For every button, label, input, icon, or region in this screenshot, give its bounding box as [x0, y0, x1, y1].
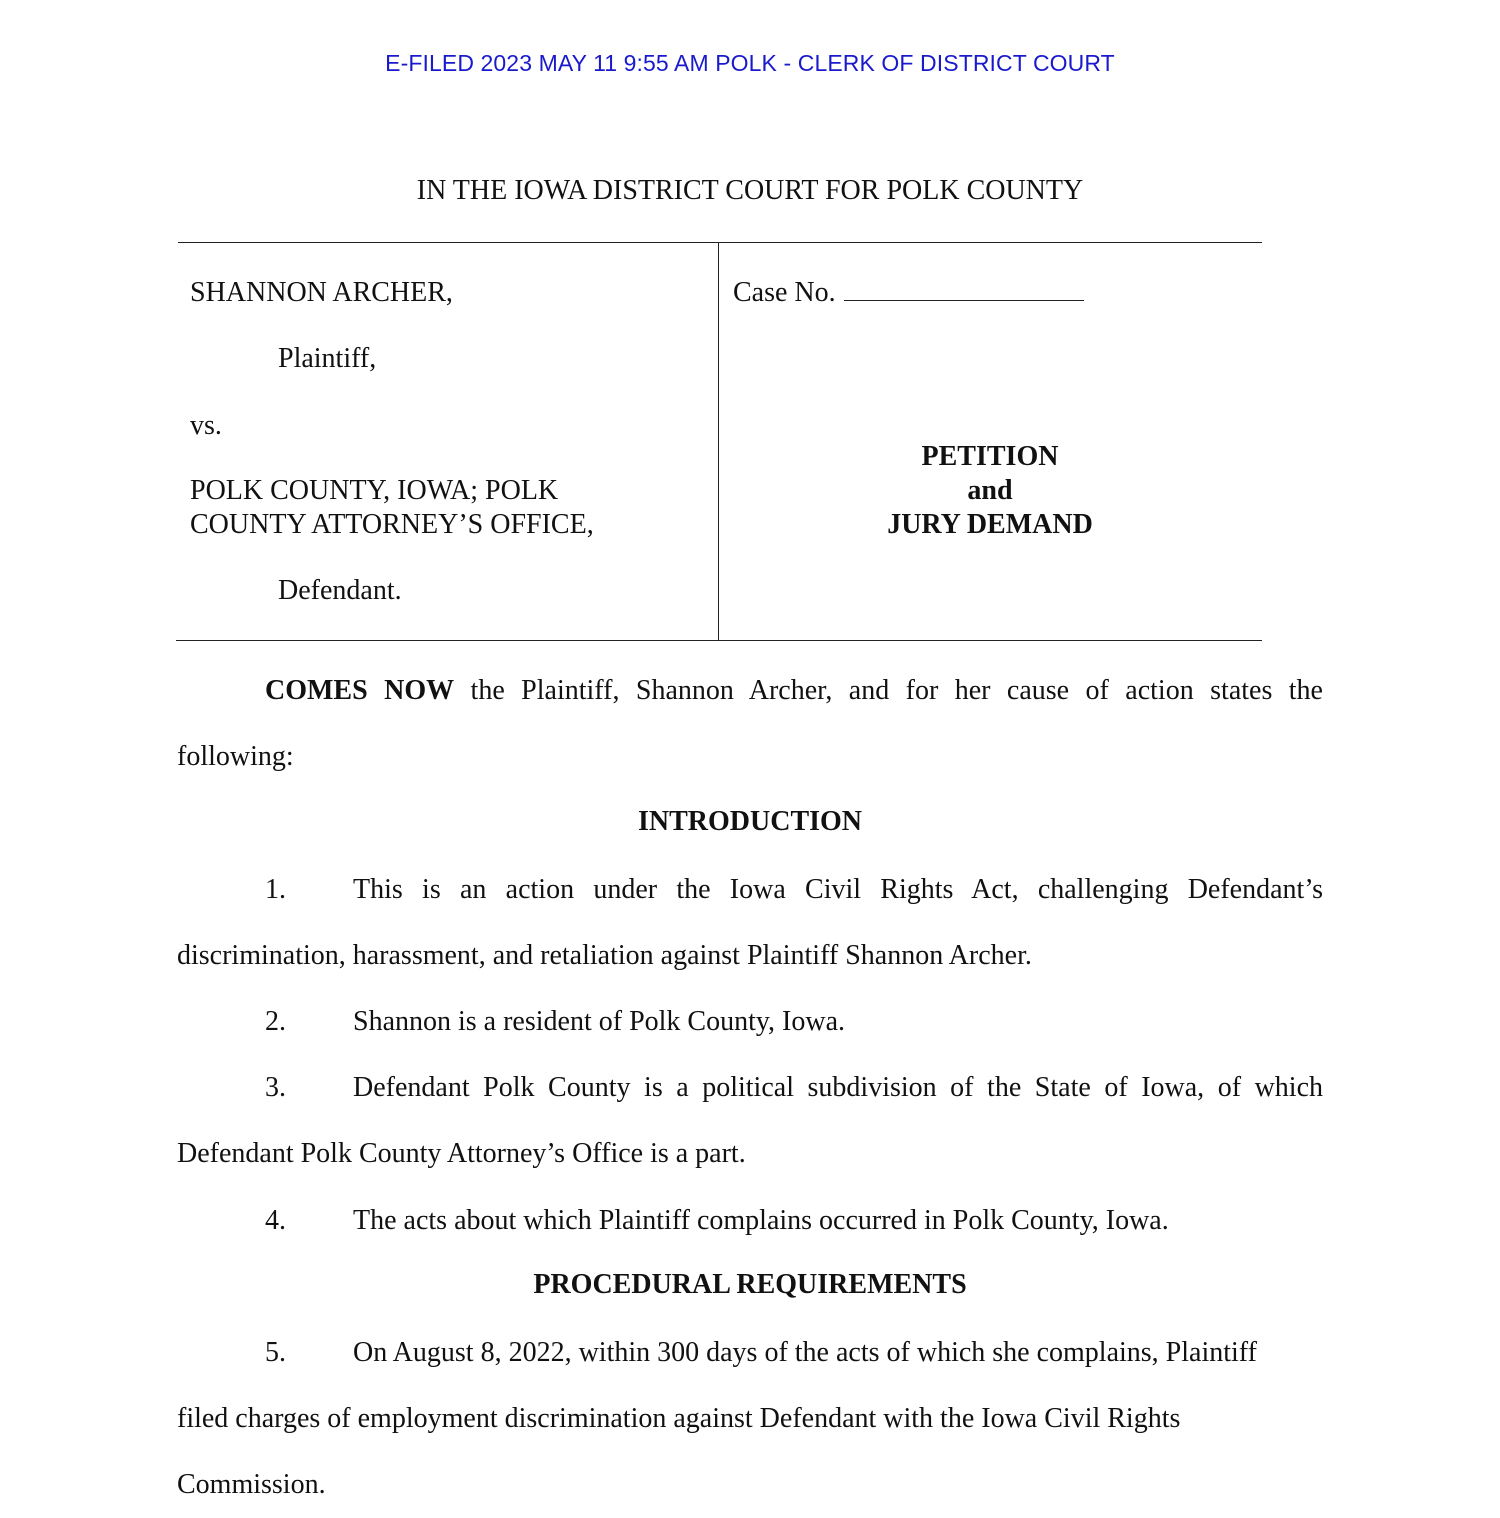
document-title-line-1: PETITION	[921, 441, 1059, 472]
defendant-line-1: POLK COUNTY, IOWA; POLK	[190, 475, 559, 506]
numbered-paragraph-5	[177, 1320, 1277, 1518]
paragraph-number: 1.	[265, 874, 286, 905]
caption-divider	[718, 242, 719, 641]
document-title	[720, 440, 1260, 542]
numbered-paragraph-3	[177, 1055, 1323, 1187]
paragraph-text: Defendant Polk County is a political subdivision of the State of Iowa, of which Defendant Polk County Attorney’s Office is a part.	[177, 1072, 1323, 1169]
section-heading-introduction: INTRODUCTION	[637, 806, 863, 837]
paragraph-number: 3.	[265, 1072, 286, 1103]
comes-now-label: COMES NOW	[265, 675, 455, 706]
paragraph-number: 4.	[265, 1205, 286, 1236]
case-number-blank	[844, 276, 1084, 301]
defendant-line-2: COUNTY ATTORNEY’S OFFICE,	[190, 509, 594, 540]
case-number-label: Case No.	[733, 277, 836, 308]
numbered-paragraph-1	[177, 857, 1323, 989]
versus-label: vs.	[190, 410, 222, 441]
plaintiff-name: SHANNON ARCHER,	[190, 277, 453, 308]
numbered-paragraph-2	[177, 989, 1323, 1055]
numbered-paragraph-4	[177, 1188, 1323, 1254]
case-number	[733, 276, 1084, 310]
court-title: IN THE IOWA DISTRICT COURT FOR POLK COUNTY	[416, 175, 1084, 206]
comes-now-text: the Plaintiff, Shannon Archer, and for her cause of action states the following:	[177, 675, 1323, 772]
plaintiff-role: Plaintiff,	[278, 343, 377, 374]
paragraph-text: The acts about which Plaintiff complains occurred in Polk County, Iowa.	[353, 1205, 1169, 1236]
document-title-line-3: JURY DEMAND	[887, 509, 1093, 540]
paragraph-text: On August 8, 2022, within 300 days of the acts of which she complains, Plaintiff filed charges of employment discrimination against Defendant with the Iowa Civil Rights Commission.	[177, 1337, 1257, 1500]
comes-now-paragraph	[177, 658, 1323, 790]
defendant-role: Defendant.	[278, 575, 402, 606]
section-heading-procedural: PROCEDURAL REQUIREMENTS	[533, 1269, 967, 1300]
paragraph-text: Shannon is a resident of Polk County, Iowa.	[353, 1006, 846, 1037]
document-title-line-2: and	[967, 475, 1013, 506]
caption-top-rule	[178, 242, 1262, 243]
caption-bottom-rule	[176, 640, 1262, 641]
paragraph-number: 2.	[265, 1006, 286, 1037]
paragraph-number: 5.	[265, 1337, 286, 1368]
efiled-stamp: E-FILED 2023 MAY 11 9:55 AM POLK - CLERK OF DISTRICT COURT	[385, 50, 1115, 76]
paragraph-text: This is an action under the Iowa Civil Rights Act, challenging Defendant’s discrimination, harassment, and retaliation against Plaintiff Shannon Archer.	[177, 874, 1323, 971]
